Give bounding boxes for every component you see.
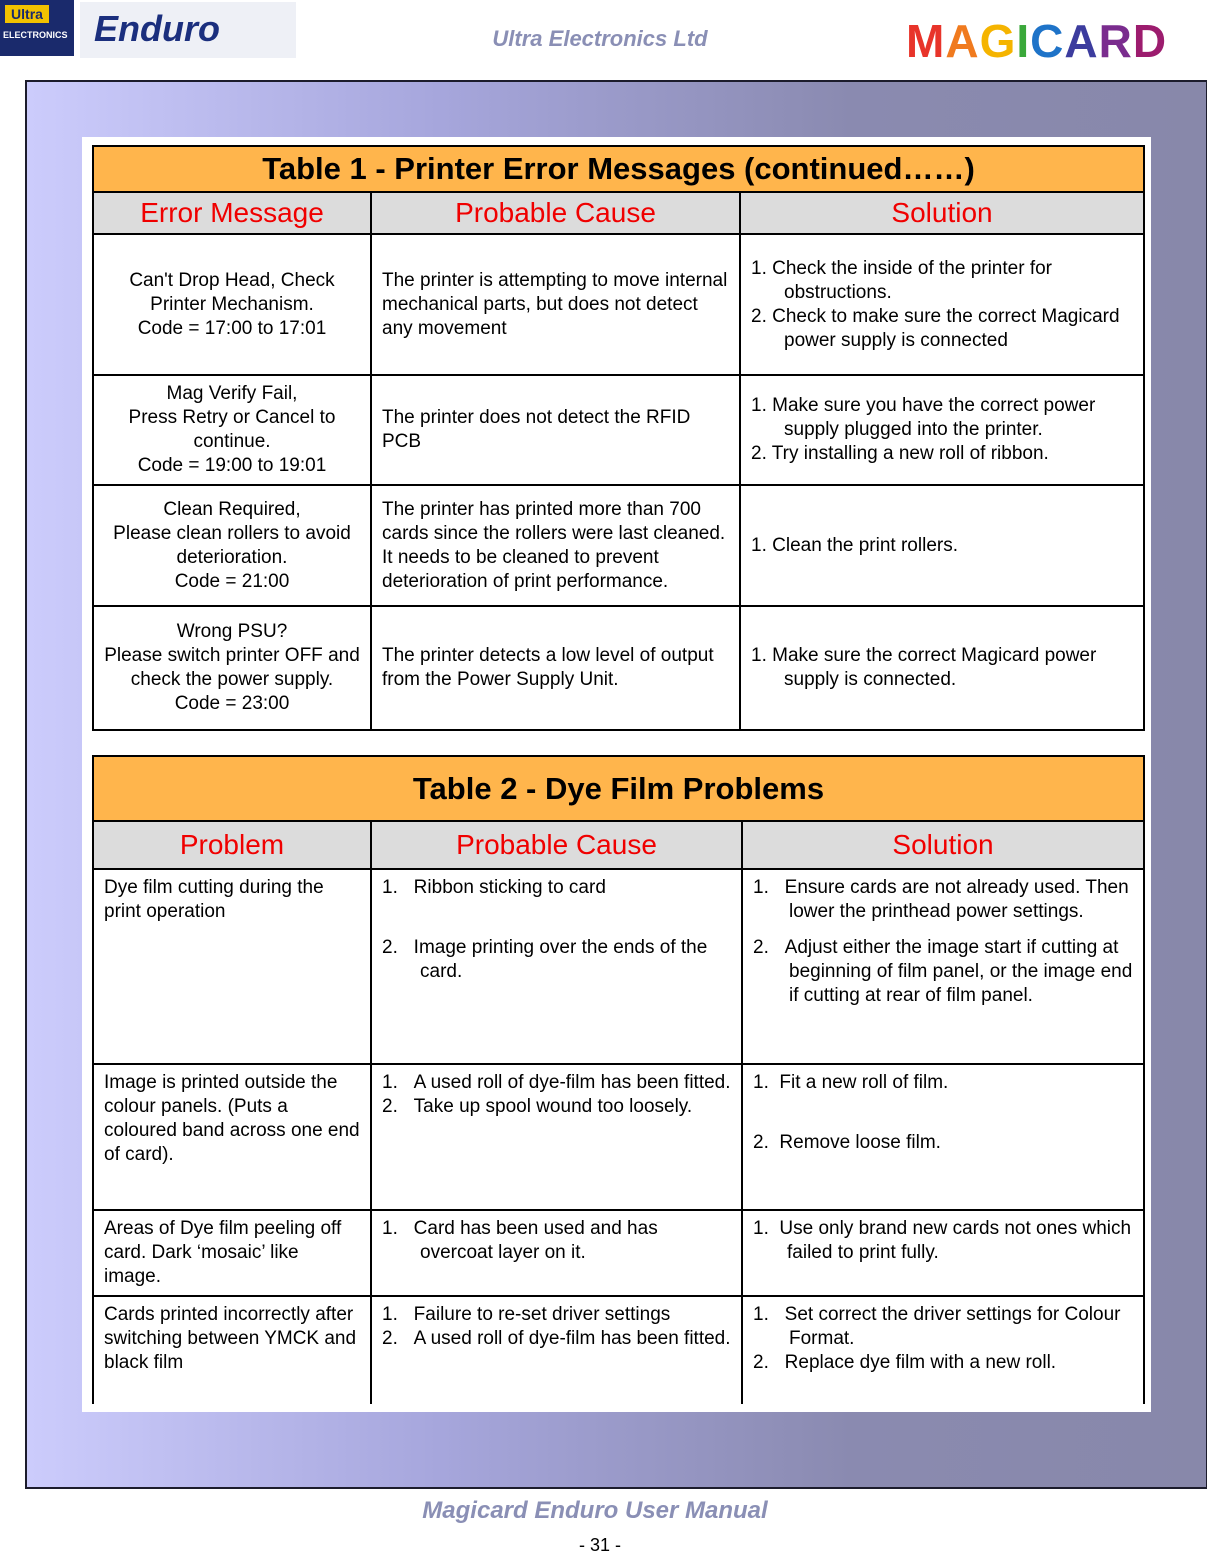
probable-cause-cell: The printer is attempting to move internal mechanical parts, but does not detect any movement [371,234,740,375]
problem-cell: Cards printed incorrectly after switching between YMCK and black film [93,1296,371,1404]
company-name: Ultra Electronics Ltd [492,26,708,51]
error-line: Can't Drop Head, Check [129,269,335,291]
table-row [93,1210,1144,1296]
magicard-logo-letter: M [906,15,946,67]
solution-item: 1. Ensure cards are not already used. Then lower the printhead power settings. [753,877,1129,922]
table2-header-solution: Solution [742,821,1144,869]
probable-cause-cell [371,1296,742,1404]
probable-cause-cell: The printer does not detect the RFID PCB [371,375,740,485]
problem-cell: Areas of Dye film peeling off card. Dark ‘mosaic’ like image. [93,1210,371,1296]
solution-step: 1. Make sure you have the correct power supply plugged into the printer. [751,395,1096,440]
error-message-cell [93,485,371,606]
probable-cause-cell [371,1064,742,1210]
table-row [93,1064,1144,1210]
content-panel [25,80,1207,1489]
solution-cell [740,375,1144,485]
solution-cell [742,1210,1144,1296]
magicard-logo-letter: I [1016,15,1031,67]
error-line: Please switch printer OFF and check the power supply. [104,645,360,690]
error-message-cell [93,606,371,730]
cause-item: 1. Card has been used and has overcoat layer on it. [382,1218,658,1263]
table1-header-error-message: Error Message [93,192,371,234]
table-dye-film-problems [92,755,1145,1404]
solution-cell [740,606,1144,730]
error-line: Wrong PSU? [176,621,288,642]
solution-cell [742,1064,1144,1210]
solution-item: 1. Use only brand new cards not ones which failed to print fully. [753,1218,1132,1263]
error-code: Code = 23:00 [174,693,290,714]
table2-title: Table 2 - Dye Film Problems [93,756,1144,821]
cause-item: 1. A used roll of dye-film has been fitted. [382,1072,731,1093]
solution-step: 1. Check the inside of the printer for obstructions. [751,257,1052,303]
solution-cell [740,485,1144,606]
solution-cell [742,1296,1144,1404]
ultra-electronics-logo [0,0,74,56]
solution-step: 1. Clean the print rollers. [751,534,958,556]
solution-item: 1. Fit a new roll of film. [753,1072,949,1093]
error-line: Please clean rollers to avoid deterioration. [113,522,351,568]
solution-item: 2. Adjust either the image start if cutting at beginning of film panel, or the image end if cutting at rear of film panel. [753,937,1133,1006]
page-number: - 31 - [578,1535,621,1555]
error-line: Press Retry or Cancel to continue. [128,407,336,452]
table2-header-problem: Problem [93,821,371,869]
table-row [93,485,1144,606]
solution-step: 2. Try installing a new roll of ribbon. [751,443,1049,464]
probable-cause-cell: The printer detects a low level of output from the Power Supply Unit. [371,606,740,730]
table2-header-probable-cause: Probable Cause [371,821,742,869]
error-line: Printer Mechanism. [150,293,314,315]
problem-cell: Image is printed outside the colour panels. (Puts a coloured band across one end of card). [93,1064,371,1210]
solution-step: 2. Check to make sure the correct Magicard power supply is connected [751,305,1120,351]
enduro-logo-text: Enduro [94,8,220,49]
magicard-logo-letter: C [1030,15,1065,67]
page-header [0,0,1207,70]
error-code: Code = 17:00 to 17:01 [137,317,327,339]
table1-title: Table 1 - Printer Error Messages (continued……) [93,146,1144,192]
error-line: Clean Required, [163,498,301,520]
probable-cause-cell [371,1210,742,1296]
footer-manual-title: Magicard Enduro User Manual [422,1497,768,1524]
solution-cell [740,234,1144,375]
solution-item: 1. Set correct the driver settings for Colour Format. [753,1304,1121,1349]
magicard-logo-letter: R [1098,15,1133,67]
cause-item: 2. A used roll of dye-film has been fitted. [382,1328,731,1349]
table-row [93,606,1144,730]
enduro-logo [80,2,296,58]
table-row [93,869,1144,1064]
solution-step: 1. Make sure the correct Magicard power supply is connected. [751,645,1097,690]
magicard-logo-letter: A [945,15,980,67]
table1-header-probable-cause: Probable Cause [371,192,740,234]
cause-item: 2. Image printing over the ends of the card. [382,937,708,982]
magicard-logo-letter: A [1064,15,1099,67]
content-sheet [82,137,1151,1412]
table-row [93,234,1144,375]
problem-cell: Dye film cutting during the print operation [93,869,371,1064]
error-message-cell [93,375,371,485]
table-row [93,1296,1144,1404]
magicard-logo-letter: G [979,15,1017,67]
solution-item: 2. Remove loose film. [753,1132,941,1153]
cause-item: 2. Take up spool wound too loosely. [382,1096,693,1117]
error-code: Code = 21:00 [174,570,290,592]
probable-cause-cell [371,869,742,1064]
table-row [93,375,1144,485]
magicard-logo [906,14,1167,68]
solution-cell [742,869,1144,1064]
cause-item: 1. Ribbon sticking to card [382,877,606,898]
electronics-logo-text: ELECTRONICS [3,30,68,40]
table-printer-error-messages [92,145,1145,731]
error-line: Mag Verify Fail, [166,383,298,404]
error-message-cell [93,234,371,375]
probable-cause-cell: The printer has printed more than 700 cards since the rollers were last cleaned. It needs to be cleaned to prevent deterioration of print performance. [371,485,740,606]
cause-item: 1. Failure to re-set driver settings [382,1304,671,1325]
error-code: Code = 19:00 to 19:01 [137,455,327,476]
table1-header-solution: Solution [740,192,1144,234]
ultra-logo-text: Ultra [5,5,49,23]
magicard-logo-letter: D [1132,15,1168,67]
solution-item: 2. Replace dye film with a new roll. [753,1352,1057,1373]
